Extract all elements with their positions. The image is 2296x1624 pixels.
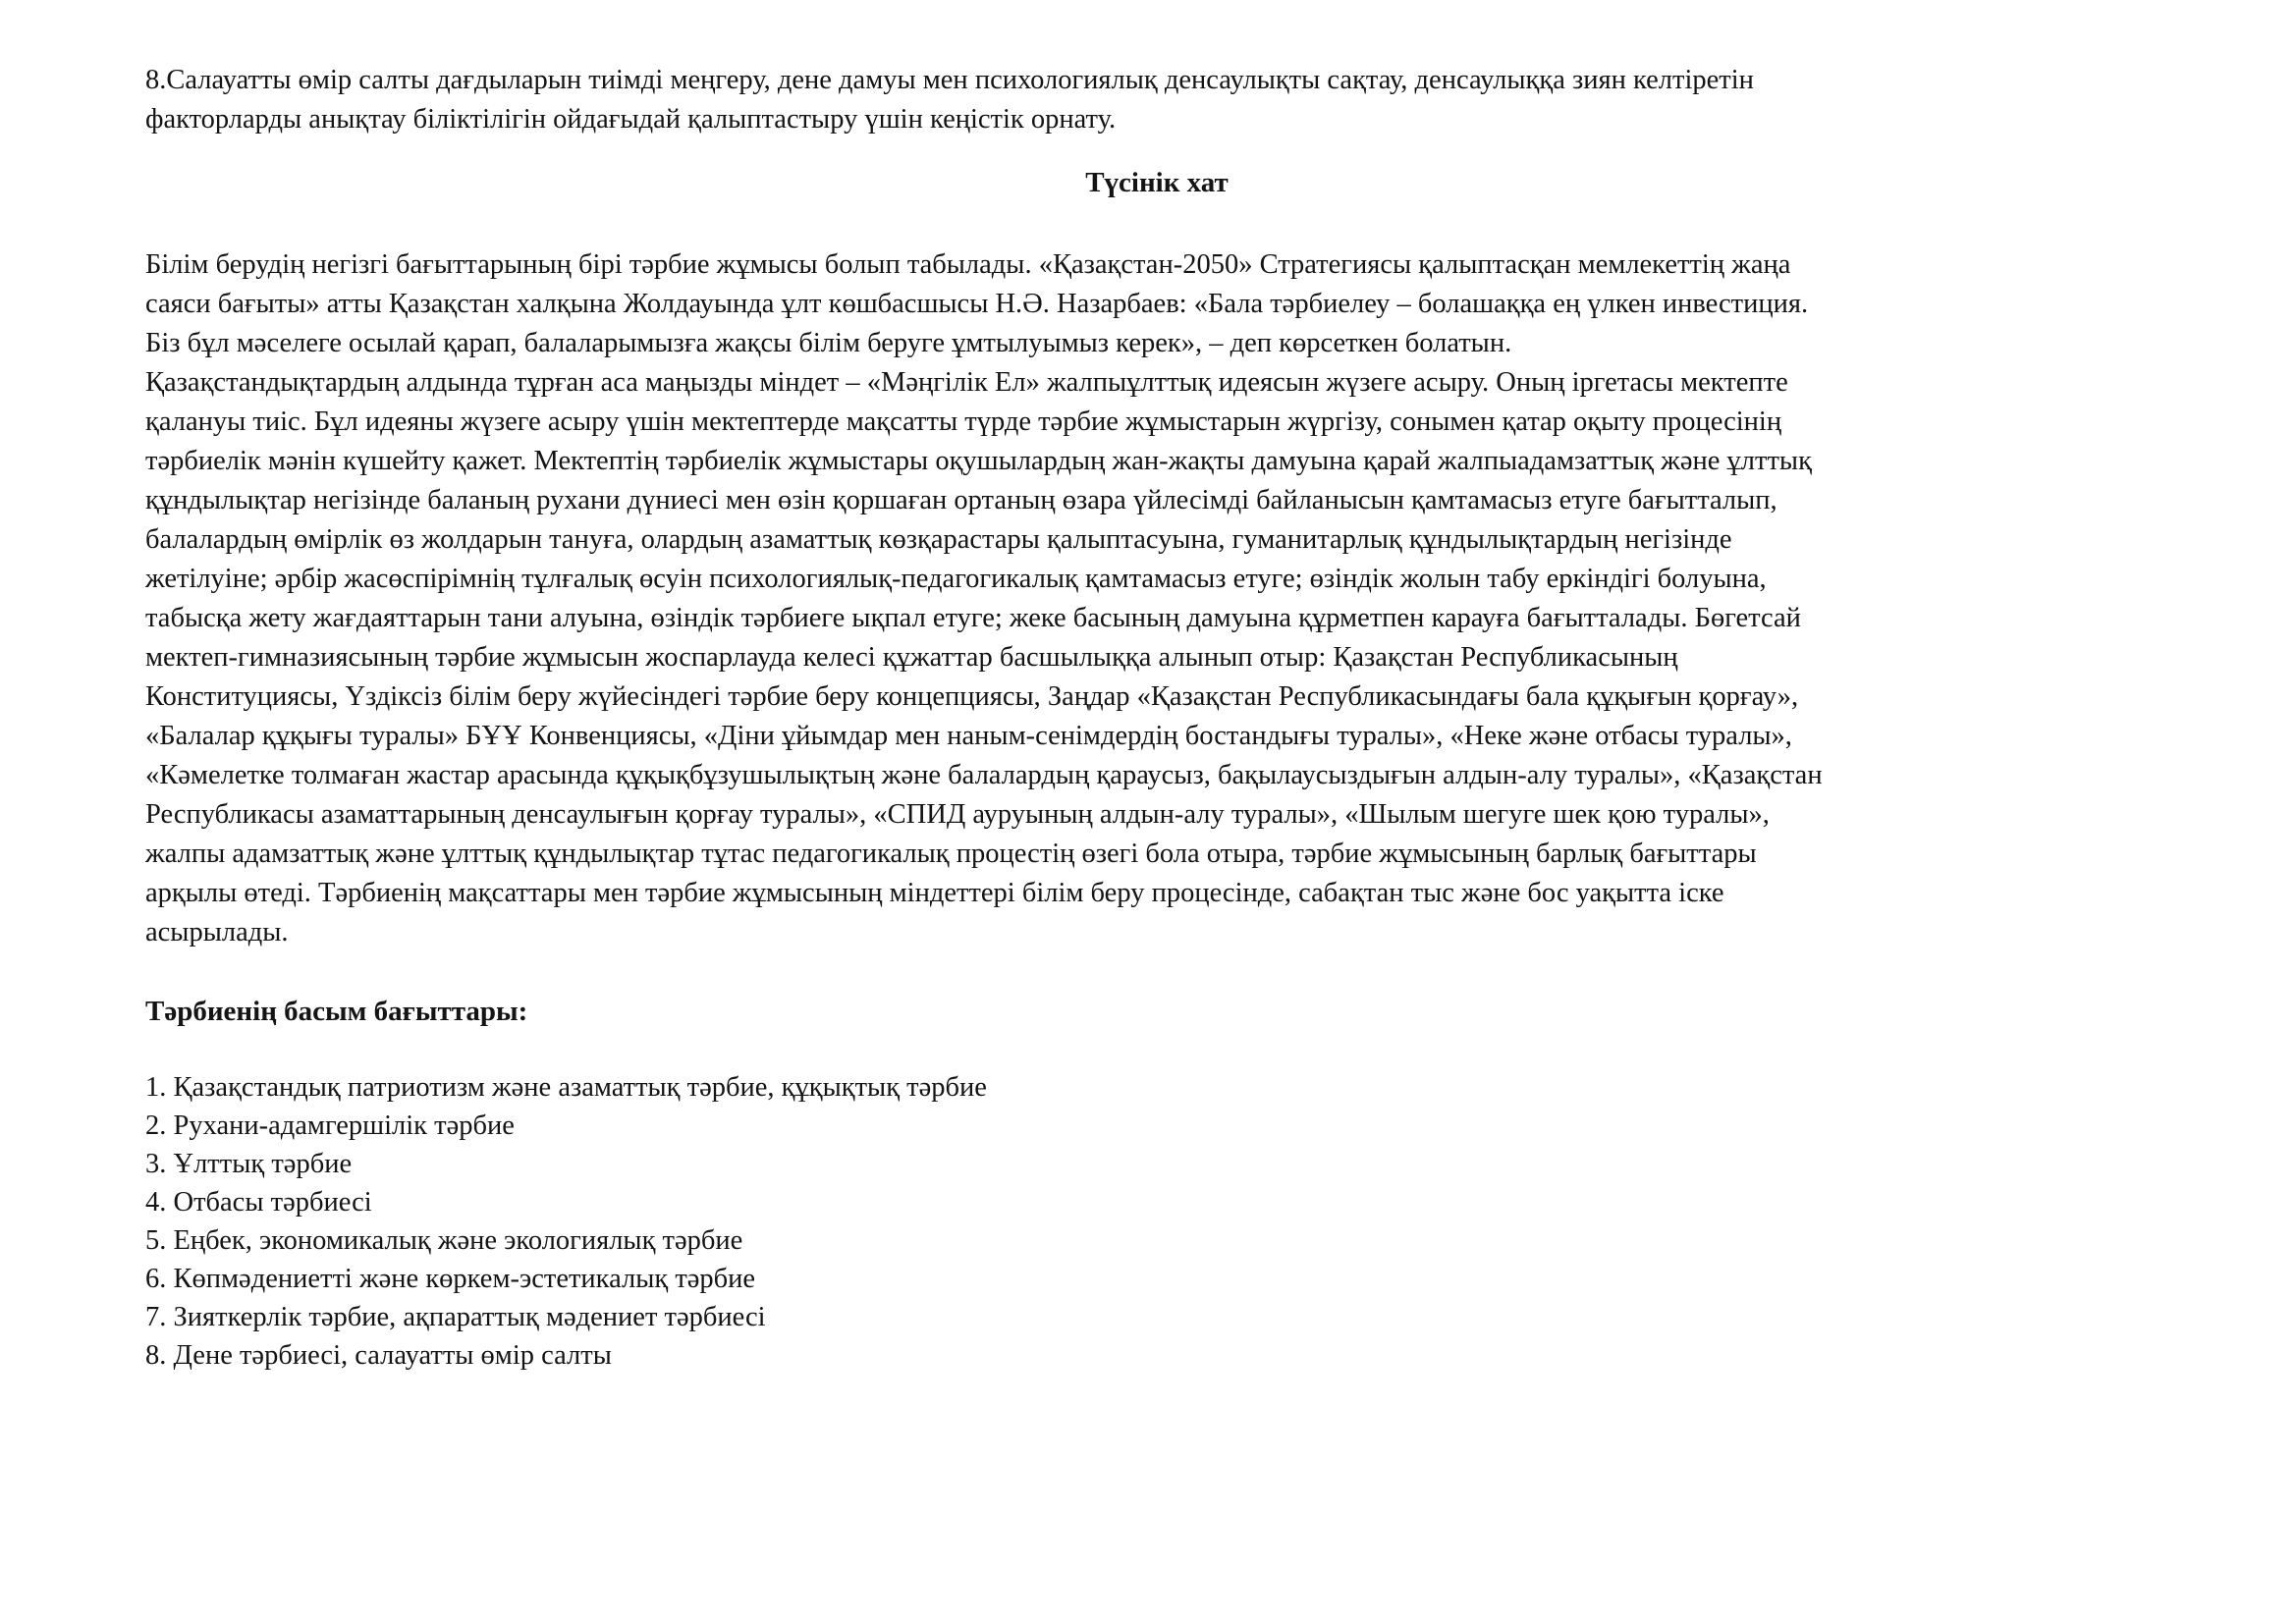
list-item: 2. Рухани-адамгершілік тәрбие: [145, 1110, 515, 1141]
body-line: жалпы адамзаттық және ұлттық құндылықтар тұтас педагогикалық процестің өзегі бола отыра, тәрбие жұмысының барлық бағыттары: [145, 839, 1757, 869]
body-line: асырылады.: [145, 917, 289, 947]
document-page: [145, 61, 2168, 1375]
list-item: 5. Еңбек, экономикалық және экологиялық тәрбие: [145, 1225, 743, 1256]
body-line: қалануы тиіс. Бұл идеяны жүзеге асыру үшін мектептерде мақсатты түрде тәрбие жұмыстарын жүргізу, сонымен қатар оқыту процесінің: [145, 406, 1782, 437]
explanatory-note-body: [145, 245, 2168, 952]
body-line: мектеп-гимназиясының тәрбие жұмысын жоспарлауда келесі құжаттар басшылыққа алынып отыр: Қазақстан Республикасының: [145, 642, 1678, 673]
body-line: «Кәмелетке толмаған жастар арасында құқықбұзушылықтың және балалардың қараусыз, бақылаусыздығын алдын-алу туралы», «Қазақстан: [145, 760, 1823, 790]
list-item: 6. Көпмәдениетті және көркем-эстетикалық тәрбие: [145, 1264, 756, 1294]
list-item: 4. Отбасы тәрбиесі: [145, 1187, 372, 1218]
list-item: 1. Қазақстандық патриотизм және азаматтық тәрбие, құқықтық тәрбие: [145, 1072, 987, 1103]
body-line: табысқа жету жағдаяттарын тани алуына, өзіндік тәрбиеге ықпал етуге; жеке басының дамуына құрметпен карауға бағытталады. Бөгетсай: [145, 603, 1801, 633]
body-line: саяси бағыты» атты Қазақстан халқына Жолдауында ұлт көшбасшысы Н.Ә. Назарбаев: «Бала тәрбиелеу – болашаққа ең үлкен инвестиция.: [145, 289, 1809, 319]
body-line: балалардың өмірлік өз жолдарын тануға, олардың азаматтық көзқарастары қалыптасуына, гуманитарлық құндылықтардың негізінде: [145, 524, 1732, 555]
priorities-heading: Тәрбиенің басым бағыттары:: [145, 996, 528, 1027]
body-line: Қазақстандықтардың алдында тұрған аса маңызды міндет – «Мәңгілік Ел» жалпыұлттық идеясын жүзеге асыру. Оның іргетасы мектепте: [145, 367, 1788, 398]
body-line: құндылықтар негізінде баланың рухани дүниесі мен өзін қоршаған ортаның өзара үйлесімді байланысын қамтамасыз етуге бағытталып,: [145, 485, 1777, 515]
body-line: тәрбиелік мәнін күшейту қажет. Мектептің тәрбиелік жұмыстары оқушылардың жан-жақты дамуына қарай жалпыадамзаттық және ұлттық: [145, 446, 1812, 476]
intro-line: 8.Салауатты өмір салты дағдыларын тиімді меңгеру, дене дамуы мен психологиялық денсаулықты сақтау, денсаулыққа зиян келтіретін: [145, 65, 1754, 95]
body-line: Біз бұл мәселеге осылай қарап, балаларымызға жақсы білім беруге ұмтылуымыз керек», – деп көрсеткен болатын.: [145, 328, 1512, 358]
body-line: Конституциясы, Үздіксіз білім беру жүйесіндегі тәрбие беру концепциясы, Заңдар «Қазақстан Республикасындағы бала құқығын қорғау»,: [145, 681, 1799, 712]
body-line: «Балалар құқығы туралы» БҰҰ Конвенциясы, «Діни ұйымдар мен наным-сенімдердің бостандығы туралы», «Неке және отбасы туралы»,: [145, 721, 1792, 751]
body-line: Республикасы азаматтарының денсаулығын қорғау туралы», «СПИД ауруының алдын-алу туралы», «Шылым шегуге шек қою туралы»,: [145, 799, 1770, 830]
intro-item: [145, 61, 2168, 139]
body-line: жетілуіне; әрбір жасөспірімнің тұлғалық өсуін психологиялық-педагогикалық қамтамасыз етуге; өзіндік жолын табу еркіндігі болуына,: [145, 564, 1767, 594]
list-item: 7. Зияткерлік тәрбие, ақпараттық мәдениет тәрбиесі: [145, 1302, 766, 1332]
list-item: 8. Дене тәрбиесі, салауатты өмір салты: [145, 1340, 612, 1371]
list-item: 3. Ұлттық тәрбие: [145, 1149, 353, 1179]
body-line: арқылы өтеді. Тәрбиенің мақсаттары мен тәрбие жұмысының міндеттері білім беру процесінде, сабақтан тыс және бос уақытта іске: [145, 878, 1724, 908]
section-title: Түсінік хат: [1085, 167, 1229, 198]
body-line: Білім берудің негізгі бағыттарының бірі тәрбие жұмысы болып табылады. «Қазақстан-2050» Стратегиясы қалыптасқан мемлекеттің жаңа: [145, 249, 1791, 280]
intro-line: факторларды анықтау біліктілігін ойдағыдай қалыптастыру үшін кеңістік орнату.: [145, 104, 1117, 135]
priorities-list: [145, 1068, 2168, 1375]
